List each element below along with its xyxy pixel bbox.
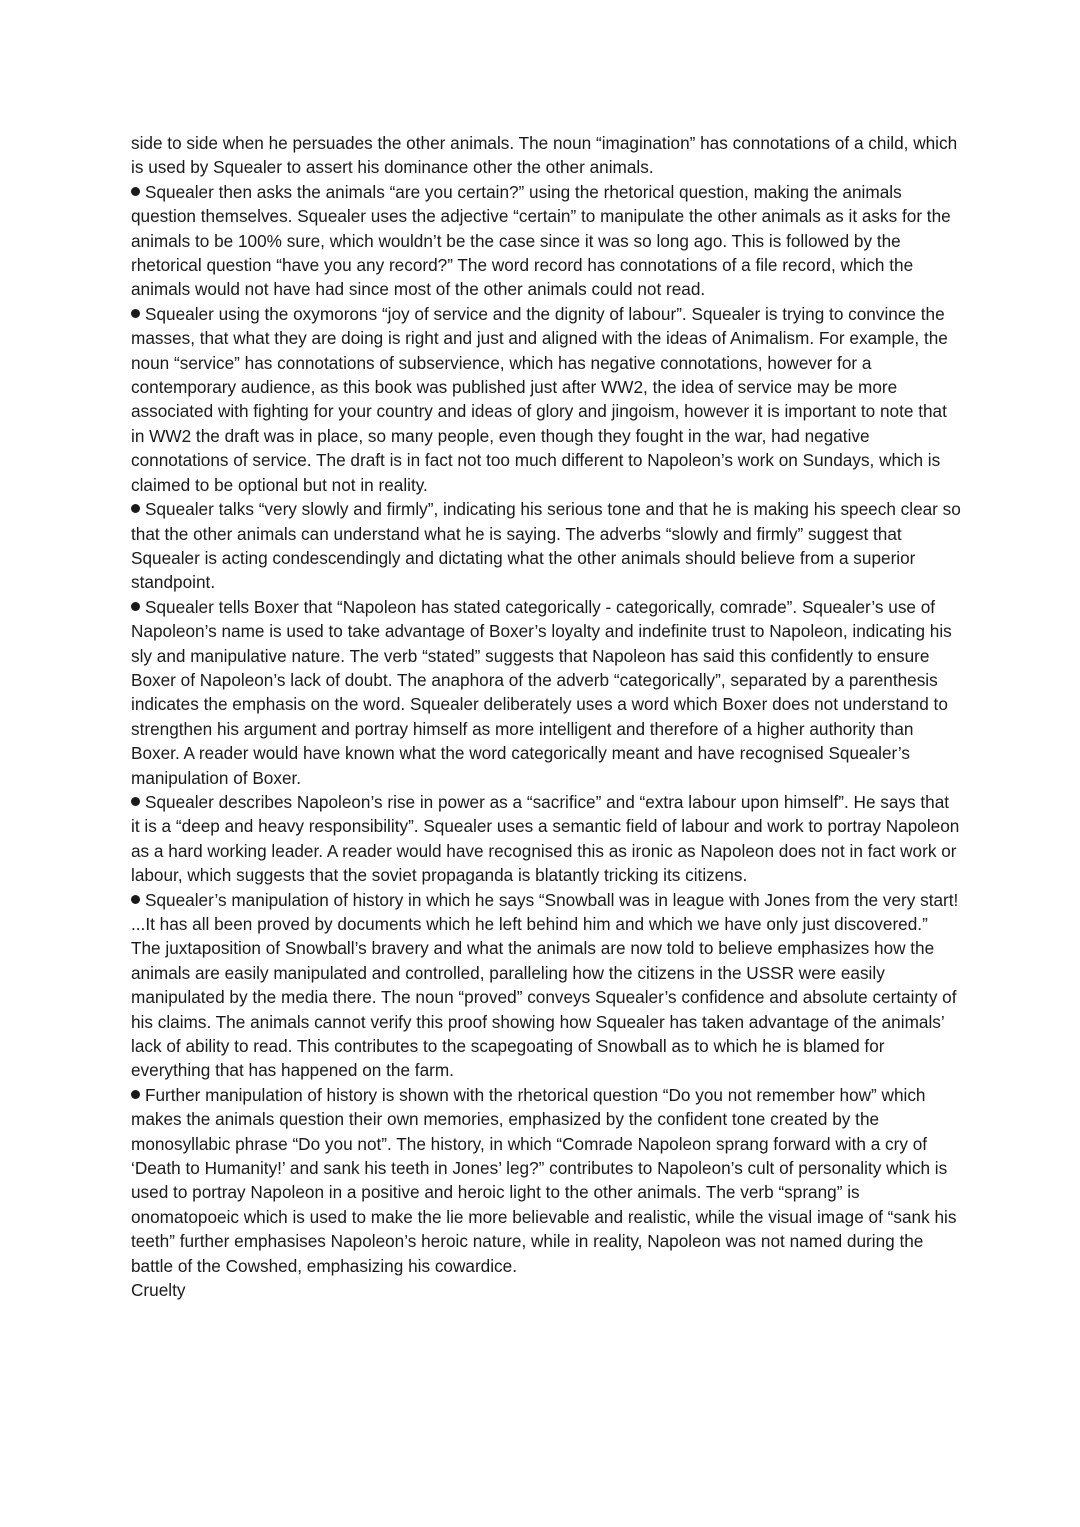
- bullet-icon: [131, 504, 140, 513]
- bullet-icon: [131, 309, 140, 318]
- bullet-icon: [131, 895, 140, 904]
- intro-paragraph: side to side when he persuades the other animals. The noun “imagination” has connotations of a child, which is used by Squealer to assert his dominance other the other animals.: [131, 133, 958, 178]
- bullet-paragraph: [131, 497, 961, 595]
- section-heading-cruelty: Cruelty: [131, 1280, 186, 1301]
- bullet-paragraph: [131, 302, 961, 497]
- bullet-paragraph: [131, 888, 961, 1083]
- bullet-text: Squealer describes Napoleon’s rise in power as a “sacrifice” and “extra labour upon himself”. He says that it is a “deep and heavy responsibility”. Squealer uses a semantic field of labour and work to portray Napoleon as a hard working leader. A reader would have recognised this as ironic as Napoleon does not in fact work or labour, which suggests that the soviet propaganda is blatantly tricking its citizens.: [131, 791, 960, 886]
- bullet-icon: [131, 1090, 140, 1099]
- bullet-text: Squealer’s manipulation of history in which he says “Snowball was in league with Jones from the very start! ...It has all been proved by documents which he left behind him and which we have only just discovered.” The juxtaposition of Snowball’s bravery and what the animals are now told to believe emphasizes how the animals are easily manipulated and controlled, paralleling how the citizens in the USSR were easily manipulated by the media there. The noun “proved” conveys Squealer’s confidence and absolute certainty of his claims. The animals cannot verify this proof showing how Squealer has taken advantage of the animals’ lack of ability to read. This contributes to the scapegoating of Snowball as to which he is blamed for everything that has happened on the farm.: [131, 889, 959, 1081]
- bullet-text: Further manipulation of history is shown with the rhetorical question “Do you not remember how” which makes the animals question their own memories, emphasized by the confident tone created by the monosyllabic phrase “Do you not”. The history, in which “Comrade Napoleon sprang forward with a cry of ‘Death to Humanity!’ and sank his teeth in Jones’ leg?” contributes to Napoleon’s cult of personality which is used to portray Napoleon in a positive and heroic light to the other animals. The verb “sprang” is onomatopoeic which is used to make the lie more believable and realistic, while the visual image of “sank his teeth” further emphasises Napoleon’s heroic nature, while in reality, Napoleon was not named during the battle of the Cowshed, emphasizing his cowardice.: [131, 1084, 957, 1276]
- bullet-paragraph: [131, 790, 961, 888]
- bullet-icon: [131, 187, 140, 196]
- bullet-text: Squealer talks “very slowly and firmly”, indicating his serious tone and that he is making his speech clear so that the other animals can understand what he is saying. The adverbs “slowly and firmly” suggest that Squealer is acting condescendingly and dictating what the other animals should believe from a superior standpoint.: [131, 499, 961, 593]
- bullet-text: Squealer tells Boxer that “Napoleon has stated categorically - categorically, comrade”. Squealer’s use of Napoleon’s name is used to take advantage of Boxer’s loyalty and indefinite trust to Napoleon, indicating his sly and manipulative nature. The verb “stated” suggests that Napoleon has said this confidently to ensure Boxer of Napoleon’s lack of doubt. The anaphora of the adverb “categorically”, separated by a parenthesis indicates the emphasis on the word. Squealer deliberately uses a word which Boxer does not understand to strengthen his argument and portray himself as more intelligent and therefore of a higher authority than Boxer. A reader would have known what the word categorically meant and have recognised Squealer’s manipulation of Boxer.: [131, 596, 952, 788]
- bullet-text: Squealer using the oxymorons “joy of service and the dignity of labour”. Squealer is trying to convince the masses, that what they are doing is right and just and aligned with the ideas of Animalism. For example, the noun “service” has connotations of subservience, which has negative connotations, however for a contemporary audience, as this book was published just after WW2, the idea of service may be more associated with fighting for your country and ideas of glory and jingoism, however it is important to note that in WW2 the draft was in place, so many people, even though they fought in the war, had negative connotations of service. The draft is in fact not too much different to Napoleon’s work on Sundays, which is claimed to be optional but not in reality.: [131, 303, 948, 495]
- bullet-paragraph: [131, 1083, 961, 1278]
- bullet-paragraph: [131, 595, 961, 790]
- bullet-text: Squealer then asks the animals “are you certain?” using the rhetorical question, making the animals question themselves. Squealer uses the adjective “certain” to manipulate the other animals as it asks for the animals to be 100% sure, which wouldn’t be the case since it was so long ago. This is followed by the rhetorical question “have you any record?” The word record has connotations of a file record, which the animals would not have had since most of the other animals could not read.: [131, 181, 951, 300]
- bullet-paragraph: [131, 180, 961, 302]
- essay-body: [131, 131, 961, 1303]
- bullet-icon: [131, 602, 140, 611]
- bullet-icon: [131, 797, 140, 806]
